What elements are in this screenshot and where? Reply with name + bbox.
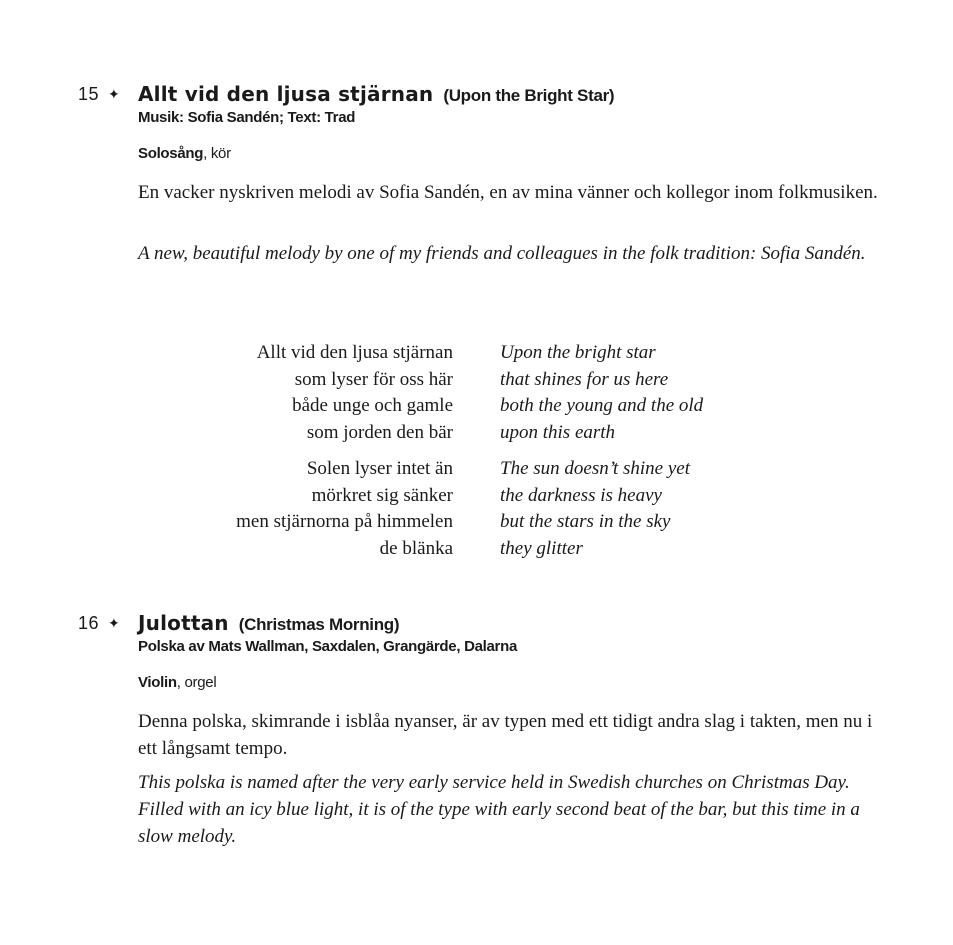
lyric-line-swedish: men stjärnorna på himmelen — [236, 511, 453, 532]
track-instrumentation — [138, 144, 231, 164]
lyrics-swedish-column — [236, 456, 453, 562]
track-credit: Polska av Mats Wallman, Saxdalen, Grangärde, Dalarna — [138, 638, 518, 655]
track-credit: Musik: Sofia Sandén; Text: Trad — [138, 109, 356, 126]
description-swedish: En vacker nyskriven melodi av Sofia Sandén, en av mina vänner och kollegor inom folkmusiken. — [138, 182, 878, 203]
lyric-line-swedish: både unge och gamle — [292, 395, 453, 416]
lyric-line-english: the darkness is heavy — [500, 484, 662, 506]
lyric-line-english: The sun doesn’t shine yet — [500, 458, 690, 479]
lyric-line-english: Upon the bright star — [500, 342, 656, 363]
track-marker-icon: ✦ — [108, 86, 120, 102]
instrumentation-main: Solosång — [138, 145, 204, 162]
lyric-line-english: upon this earth — [500, 421, 616, 443]
lyric-line-swedish: de blänka — [379, 537, 453, 559]
instrumentation-main: Violin — [138, 674, 177, 691]
track-instrumentation — [138, 673, 216, 693]
description-english: A new, beautiful melody by one of my friends and colleagues in the folk tradition: Sofia Sandén. — [138, 243, 866, 264]
lyrics — [130, 340, 830, 572]
lyric-line-swedish: som lyser för oss här — [294, 368, 453, 390]
description-swedish: Denna polska, skimrande i isblåa nyanser, är av typen med ett tidigt andra slag i takten, men nu i ett långsamt tempo. — [138, 711, 873, 759]
lyrics-english-column — [500, 456, 690, 562]
lyric-line-swedish: som jorden den bär — [306, 421, 453, 443]
lyric-line-swedish: Solen lyser intet än — [306, 458, 453, 479]
lyrics-stanza — [130, 340, 830, 448]
lyrics-swedish-column — [257, 340, 453, 446]
track-header — [138, 611, 399, 637]
track-title: Julottan — [138, 611, 229, 635]
instrumentation-rest: , kör — [203, 145, 231, 162]
lyric-line-swedish: mörkret sig sänker — [311, 484, 453, 506]
lyrics-english-column — [500, 340, 703, 446]
track-header — [138, 82, 614, 108]
track-marker-icon: ✦ — [108, 615, 120, 631]
lyric-line-english: that shines for us here — [500, 368, 669, 390]
track-number: 15 — [78, 84, 100, 104]
track-subtitle: (Upon the Bright Star) — [443, 86, 615, 105]
description-english: This polska is named after the very early service held in Swedish churches on Christmas Day. Filled with an icy blue light, it is of the type with early second beat of the bar, but this time in a slow melody. — [138, 772, 860, 847]
lyric-line-swedish: Allt vid den ljusa stjärnan — [256, 342, 453, 363]
lyric-line-english: but the stars in the sky — [500, 511, 671, 532]
track-title: Allt vid den ljusa stjärnan — [138, 82, 434, 106]
lyric-line-english: they glitter — [500, 537, 583, 559]
lyrics-stanza — [130, 456, 830, 564]
track-subtitle: (Christmas Morning) — [238, 615, 400, 634]
lyric-line-english: both the young and the old — [500, 395, 704, 416]
instrumentation-rest: , orgel — [176, 674, 217, 691]
track-number: 16 — [78, 613, 100, 633]
